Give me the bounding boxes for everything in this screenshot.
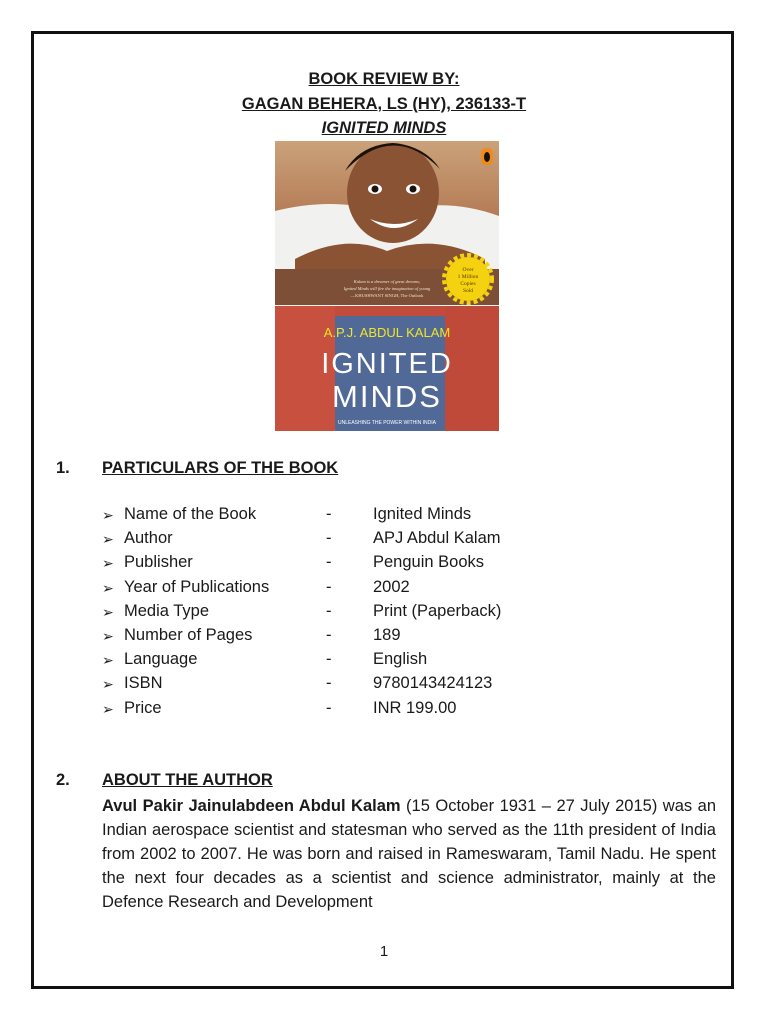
item-value: INR 199.00 <box>373 698 457 717</box>
arrow-bullet-icon: ➢ <box>102 531 114 548</box>
page-number: 1 <box>379 943 389 960</box>
list-item <box>102 578 562 602</box>
item-value: Penguin Books <box>373 553 484 572</box>
separator: - <box>326 577 332 596</box>
cover-quote-1: Kalam is a dreamer of great dreams; <box>353 279 421 284</box>
item-value: Print (Paperback) <box>373 601 502 620</box>
list-item <box>102 626 562 650</box>
item-label: Name of the Book <box>124 505 257 523</box>
list-item <box>102 602 562 626</box>
list-item <box>102 553 562 577</box>
separator: - <box>326 650 332 669</box>
section-2-title: ABOUT THE AUTHOR <box>102 771 273 789</box>
cover-quote-2: Ignited Minds will fire the imagination of young <box>343 286 431 291</box>
item-label: ISBN <box>124 674 163 693</box>
separator: - <box>326 529 332 548</box>
separator: - <box>326 505 332 523</box>
svg-text:Sold: Sold <box>462 288 474 294</box>
arrow-bullet-icon: ➢ <box>102 676 114 693</box>
item-label: Author <box>124 529 173 548</box>
section-1-title: PARTICULARS OF THE BOOK <box>102 459 339 477</box>
arrow-bullet-icon: ➢ <box>102 555 114 572</box>
section-2-number: 2. <box>56 771 70 789</box>
cover-author: A.P.J. ABDUL KALAM <box>323 325 451 340</box>
arrow-bullet-icon: ➢ <box>102 507 114 523</box>
list-item <box>102 650 562 674</box>
author-full-name: Avul Pakir Jainulabdeen Abdul Kalam <box>102 797 401 815</box>
arrow-bullet-icon: ➢ <box>102 603 114 620</box>
svg-text:Copies: Copies <box>460 281 476 287</box>
separator: - <box>326 674 332 693</box>
list-item <box>102 674 562 698</box>
item-value: 2002 <box>373 577 410 596</box>
author-bio-text: (15 October 1931 – 27 July 2015) was an Indian aerospace scientist and statesman who served as the 11th president of India from 2002 to 2007. He was born and raised in Rameswaram, Tamil Nadu. He spent the next four decades as a scientist and science administrator, mainly at the Defence Research and Development <box>102 797 716 911</box>
arrow-bullet-icon: ➢ <box>102 652 114 669</box>
review-by-heading: BOOK REVIEW BY: <box>308 70 460 88</box>
separator: - <box>326 601 332 620</box>
item-label: Price <box>124 698 162 717</box>
reviewer-name-heading: GAGAN BEHERA, LS (HY), 236133-T <box>241 95 527 113</box>
book-title-heading: IGNITED MINDS <box>321 119 447 137</box>
separator: - <box>326 553 332 572</box>
item-value: APJ Abdul Kalam <box>373 529 501 548</box>
arrow-bullet-icon: ➢ <box>102 700 114 717</box>
cover-subtitle: UNLEASHING THE POWER WITHIN INDIA <box>338 420 436 426</box>
item-value: 189 <box>373 625 401 644</box>
list-item <box>102 699 562 723</box>
arrow-bullet-icon: ➢ <box>102 579 114 596</box>
cover-title-2: MINDS <box>332 379 442 414</box>
separator: - <box>326 625 332 644</box>
particulars-list <box>102 505 562 723</box>
item-label: Language <box>124 650 198 669</box>
svg-text:1 Million: 1 Million <box>457 274 479 280</box>
list-item <box>102 529 562 553</box>
book-cover-image <box>275 141 499 431</box>
cover-title-1: IGNITED <box>321 348 453 380</box>
item-value: 9780143424123 <box>373 674 493 693</box>
item-label: Number of Pages <box>124 625 253 644</box>
arrow-bullet-icon: ➢ <box>102 627 114 644</box>
item-label: Media Type <box>124 601 209 620</box>
separator: - <box>326 698 332 717</box>
item-label: Year of Publications <box>124 577 270 596</box>
list-item <box>102 505 562 529</box>
cover-quote-3: —KHUSHWANT SINGH, The Outlook <box>350 293 424 298</box>
item-value: English <box>373 650 428 669</box>
author-paragraph <box>102 794 716 914</box>
section-1-number: 1. <box>56 459 70 477</box>
item-value: Ignited Minds <box>373 505 472 523</box>
svg-text:Over: Over <box>462 267 474 273</box>
item-label: Publisher <box>124 553 193 572</box>
